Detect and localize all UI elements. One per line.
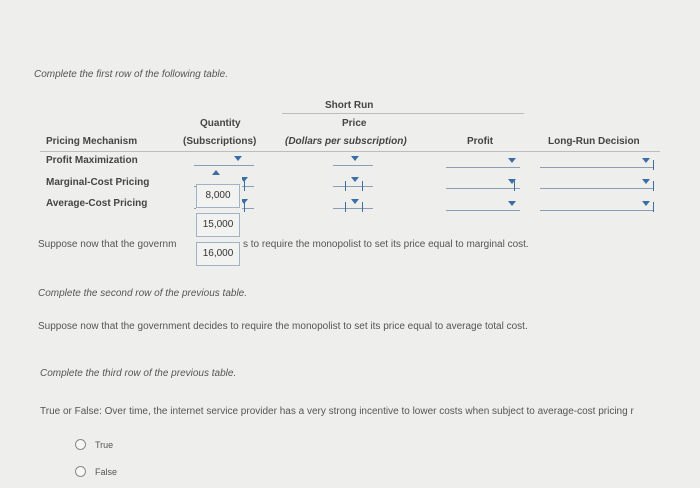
paragraph-marginal-cost-suffix: s to require the monopolist to set its price equal to marginal cost. (243, 239, 529, 250)
chevron-down-icon (642, 201, 650, 206)
scroll-tick (653, 202, 654, 212)
profit-dropdown-marginal-cost[interactable] (446, 176, 520, 189)
chevron-down-icon (351, 156, 359, 161)
chevron-down-icon (508, 201, 516, 206)
paragraph-marginal-cost-prefix: Suppose now that the governm (38, 239, 177, 250)
radio-circle-icon (75, 466, 86, 477)
radio-true-label: True (95, 439, 114, 450)
scroll-tick (244, 202, 245, 212)
quantity-dropdown-list (196, 176, 242, 270)
row-label-profit-maximization: Profit Maximization (46, 155, 138, 166)
quantity-option-15000[interactable]: 15,000 (196, 213, 240, 237)
scroll-tick (653, 160, 654, 170)
instruction-first-row: Complete the first row of the following table. (34, 69, 228, 80)
chevron-down-icon (234, 156, 242, 161)
scroll-tick (653, 181, 654, 191)
price-dropdown-average-cost[interactable] (333, 196, 373, 209)
header-quantity-line2: (Subscriptions) (183, 136, 257, 147)
short-run-divider (282, 113, 524, 114)
radio-true[interactable] (75, 439, 113, 450)
paragraph-average-total-cost: Suppose now that the government decides to require the monopolist to set its price equal to average total cost. (38, 321, 528, 332)
long-run-dropdown-profit-maximization[interactable] (540, 155, 654, 168)
scroll-tick (345, 202, 346, 212)
header-divider (40, 151, 660, 152)
scroll-tick (345, 181, 346, 191)
chevron-down-icon (351, 199, 359, 204)
header-long-run-decision: Long-Run Decision (548, 136, 640, 147)
profit-dropdown-profit-maximization[interactable] (446, 155, 520, 168)
chevron-up-icon (212, 170, 220, 175)
long-run-dropdown-marginal-cost[interactable] (540, 176, 654, 189)
quantity-option-8000[interactable]: 8,000 (196, 184, 240, 208)
radio-circle-icon (75, 439, 86, 450)
scroll-tick (514, 181, 515, 191)
header-profit: Profit (467, 136, 494, 147)
chevron-down-icon (642, 179, 650, 184)
quantity-option-16000[interactable]: 16,000 (196, 242, 240, 266)
scroll-tick (362, 202, 363, 212)
instruction-third-row: Complete the third row of the previous table. (40, 368, 237, 379)
quantity-dropdown-profit-maximization[interactable] (194, 153, 254, 166)
header-price-line2: (Dollars per subscription) (285, 136, 407, 147)
scroll-tick (244, 181, 245, 191)
header-pricing-mechanism: Pricing Mechanism (46, 136, 138, 147)
profit-dropdown-average-cost[interactable] (446, 198, 520, 211)
header-short-run: Short Run (325, 100, 374, 111)
header-quantity-line1: Quantity (200, 118, 241, 129)
long-run-dropdown-average-cost[interactable] (540, 198, 654, 211)
scroll-tick (362, 181, 363, 191)
row-label-marginal-cost-pricing: Marginal-Cost Pricing (46, 177, 150, 188)
chevron-down-icon (642, 158, 650, 163)
radio-false[interactable] (75, 466, 117, 477)
header-price-line1: Price (342, 118, 367, 129)
row-label-average-cost-pricing: Average-Cost Pricing (46, 198, 148, 209)
chevron-down-icon (508, 158, 516, 163)
instruction-second-row: Complete the second row of the previous table. (38, 288, 248, 299)
question-true-false: True or False: Over time, the internet service provider has a very strong incentive to lower costs when subject to average-cost pricing r (40, 406, 634, 417)
price-dropdown-profit-maximization[interactable] (333, 153, 373, 166)
radio-false-label: False (95, 466, 118, 477)
price-dropdown-marginal-cost[interactable] (333, 174, 373, 187)
chevron-down-icon (351, 177, 359, 182)
